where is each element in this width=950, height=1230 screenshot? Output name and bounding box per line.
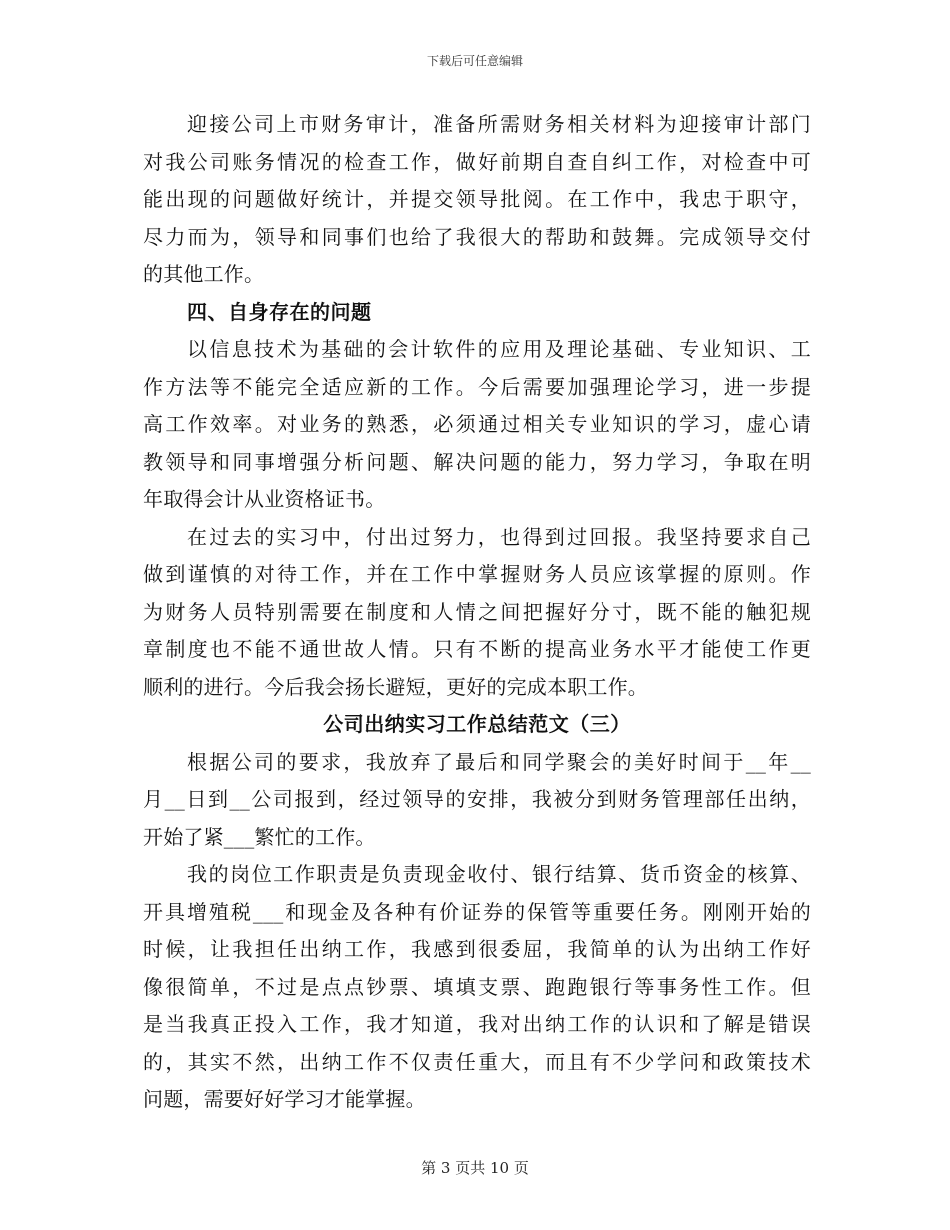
text-line: 我的岗位工作职责是负责现金收付、银行结算、货币资金的核算、: [187, 862, 811, 886]
text-line: 章制度也不能不通世故人情。只有不断的提高业务水平才能使工作更: [143, 637, 811, 661]
paragraph-audit: [143, 106, 811, 294]
document-title: 公司出纳实习工作总结范文（三）: [323, 712, 631, 736]
text-line: 年取得会计从业资格证书。: [143, 487, 386, 511]
text-line: 对我公司账务情况的检查工作，做好前期自查自纠工作，对检查中可: [143, 149, 811, 174]
text-line: 做到谨慎的对待工作，并在工作中掌握财务人员应该掌握的原则。作: [143, 562, 811, 586]
text-line: 以信息技术为基础的会计软件的应用及理论基础、专业知识、工: [187, 337, 811, 361]
text-line: 为财务人员特别需要在制度和人情之间把握好分寸，既不能的触犯规: [143, 599, 811, 624]
text-line: 问题，需要好好学习才能掌握。: [143, 1087, 426, 1111]
text-line: 开始了紧___繁忙的工作。: [143, 824, 376, 849]
text-line: 迎接公司上市财务审计，准备所需财务相关材料为迎接审计部门: [187, 112, 811, 136]
text-line: 能出现的问题做好统计，并提交领导批阅。在工作中，我忠于职守，: [143, 187, 811, 211]
text-line: 顺利的进行。今后我会扬长避短，更好的完成本职工作。: [143, 674, 648, 699]
text-line: 的，其实不然，出纳工作不仅责任重大，而且有不少学问和政策技术: [143, 1049, 811, 1074]
section-heading: 四、自身存在的问题: [187, 299, 372, 324]
text-line: 是当我真正投入工作，我才知道，我对出纳工作的认识和了解是错误: [143, 1012, 811, 1036]
text-line: 高工作效率。对业务的熟悉，必须通过相关专业知识的学习，虚心请: [143, 412, 811, 436]
paragraph-duties: [143, 856, 811, 1119]
paragraph-arrival: [143, 744, 811, 857]
paragraph-reflection: [143, 519, 811, 707]
text-line: 根据公司的要求，我放弃了最后和同学聚会的美好时间于__年__: [187, 749, 811, 774]
text-line: 时候，让我担任出纳工作，我感到很委屈，我简单的认为出纳工作好: [143, 937, 811, 961]
text-line: 开具增殖税___和现金及各种有价证券的保管等重要任务。刚刚开始的: [143, 899, 811, 924]
paragraph-problems: [143, 331, 811, 519]
page-number: 第 3 页共 10 页: [421, 1159, 529, 1177]
text-line: 的其他工作。: [143, 262, 265, 286]
text-line: 月__日到__公司报到，经过领导的安排，我被分到财务管理部任出纳，: [143, 787, 811, 811]
document-body: [143, 106, 811, 1119]
text-line: 作方法等不能完全适应新的工作。今后需要加强理论学习，进一步提: [143, 374, 811, 399]
page-header: 下载后可任意编辑: [426, 54, 523, 68]
text-line: 尽力而为，领导和同事们也给了我很大的帮助和鼓舞。完成领导交付: [143, 224, 811, 249]
text-line: 教领导和同事增强分析问题、解决问题的能力，努力学习，争取在明: [143, 449, 811, 474]
text-line: 在过去的实习中，付出过努力，也得到过回报。我坚持要求自己: [187, 524, 811, 549]
text-line: 像很简单，不过是点点钞票、填填支票、跑跑银行等事务性工作。但: [143, 974, 811, 999]
